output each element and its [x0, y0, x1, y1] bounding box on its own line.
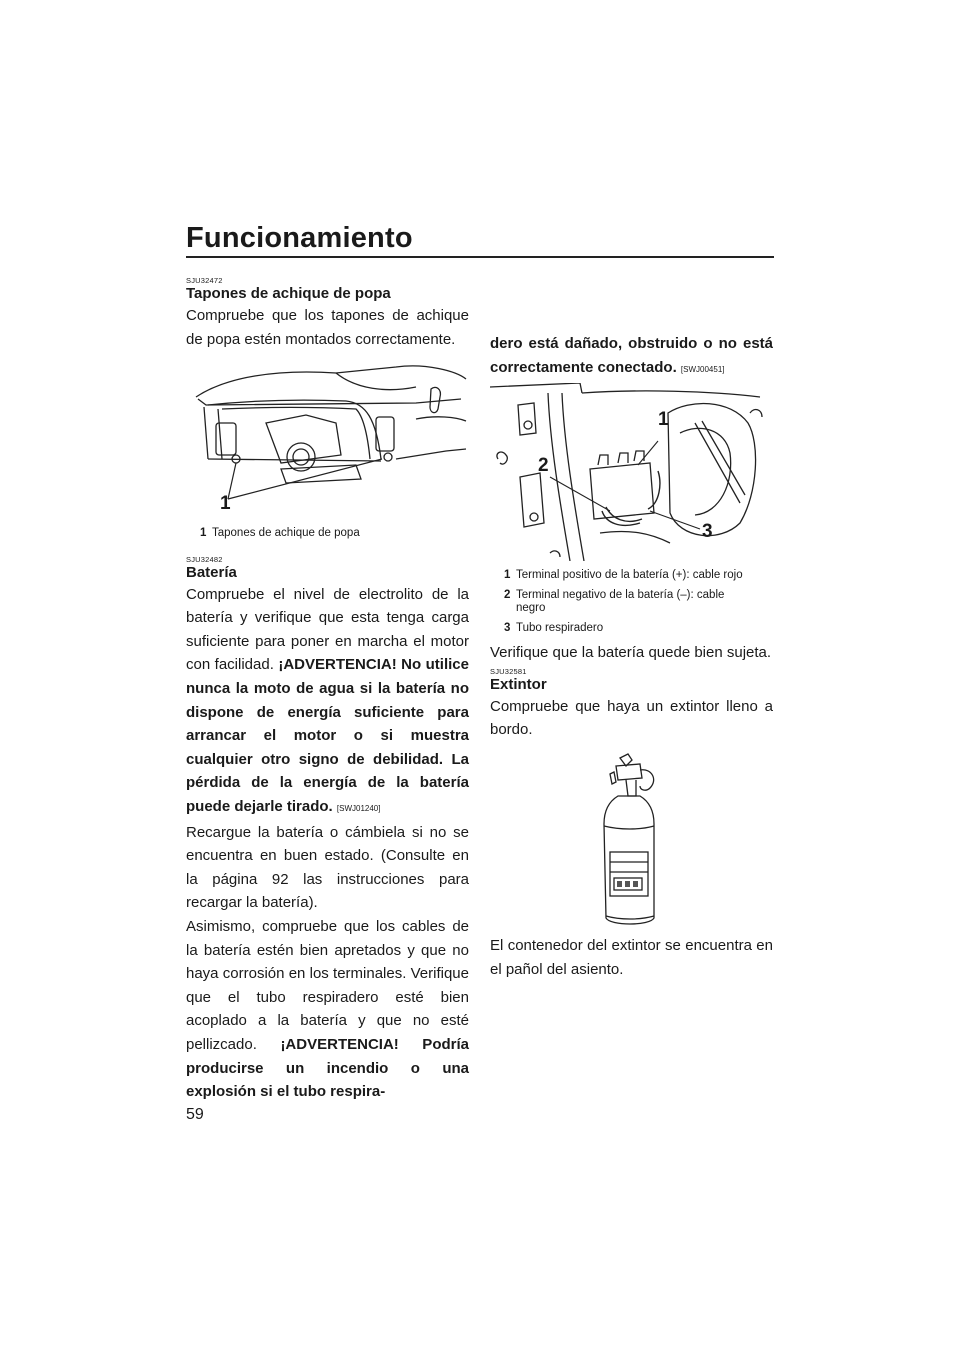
title-rule: [186, 256, 774, 258]
tapones-text: Compruebe que los tapones de achique de popa estén montados correctamente.: [186, 307, 469, 348]
caption-item: [504, 622, 754, 636]
right-column: [490, 332, 773, 981]
warning-reference: [SWJ00451]: [680, 364, 725, 374]
caption-tapones: [200, 527, 469, 541]
caption-number: 3: [504, 621, 511, 634]
left-column: [186, 272, 469, 1104]
caption-number: 2: [504, 588, 511, 601]
caption-text: Terminal negativo de la batería (–): cable negro: [516, 588, 725, 615]
page-title: Funcionamiento: [186, 222, 413, 254]
battery-captions: [504, 569, 754, 635]
caption-number: 1: [504, 569, 511, 582]
caption-text: Tubo respiradero: [516, 621, 604, 634]
caption-text: Tapones de achique de popa: [212, 527, 360, 540]
figure-label-2: 2: [538, 455, 549, 477]
bateria-text-4: Verifique que la batería quede bien sujeta.: [490, 644, 772, 662]
caption-number: 1: [200, 527, 207, 540]
section-code: SJU32581: [490, 666, 527, 676]
section-heading-tapones: Tapones de achique de popa: [186, 285, 391, 302]
bateria-warning-2-paragraph: [490, 332, 773, 381]
section-code: SJU32472: [186, 276, 223, 285]
figure-label-1: 1: [658, 409, 669, 431]
section-heading-bateria: Batería: [186, 563, 237, 581]
extintor-text-2: El contenedor del extintor se encuentra en el pañol del asiento.: [490, 936, 773, 978]
caption-text: Terminal positivo de la batería (+): cable rojo: [516, 569, 743, 582]
page-number: 59: [186, 1106, 204, 1123]
section-heading-extintor: Extintor: [490, 675, 547, 693]
extintor-text-1: Compruebe que haya un extintor lleno a bordo.: [490, 697, 773, 739]
bateria-paragraph-1: [186, 583, 469, 821]
caption-item: [504, 589, 754, 616]
figure-label-3: 3: [702, 521, 713, 543]
bateria-warning-1: ¡ADVERTENCIA! No utilice nunca la moto de agua si la batería no dispone de energía suficiente para arrancar el motor o si muestra cualquier otro signo de debilidad. La pérdida de la energía de la batería puede dejarle tirado.: [186, 656, 469, 816]
bateria-text-3: Asimismo, compruebe que los cables de la batería estén bien apretados y que no haya corrosión en los terminales. Verifique que el tubo respiradero esté bien acoplado a la batería y que no esté pellizcado.: [186, 918, 469, 1053]
warning-reference: [SWJ01240]: [336, 804, 381, 814]
bateria-warning-2-end: dero está dañado, obstruido o no está correctamente conectado.: [490, 335, 773, 376]
figure-label: 1: [220, 493, 231, 515]
caption-item: [504, 569, 754, 583]
figure-battery: [490, 383, 773, 561]
figure-drain-plugs: [186, 359, 469, 521]
bateria-text-2: Recargue la batería o cámbiela si no se encuentra en buen estado. (Consulte en la página 92 las instrucciones para recargar la batería).: [186, 823, 469, 912]
bateria-paragraph-3: [186, 915, 469, 1104]
bateria-warning-2-start: ¡ADVERTENCIA! Podría producirse un incendio o una explosión si el tubo respira-: [186, 1035, 469, 1101]
section-code: SJU32482: [186, 554, 223, 564]
extinguisher-illustration: [490, 752, 773, 932]
bateria-text-1: Compruebe el nivel de electrolito de la batería y verifique que esta tenga carga suficiente para poner en marcha el motor con facilidad.: [186, 585, 469, 674]
battery-illustration: [490, 383, 773, 561]
figure-extinguisher: [490, 752, 773, 932]
